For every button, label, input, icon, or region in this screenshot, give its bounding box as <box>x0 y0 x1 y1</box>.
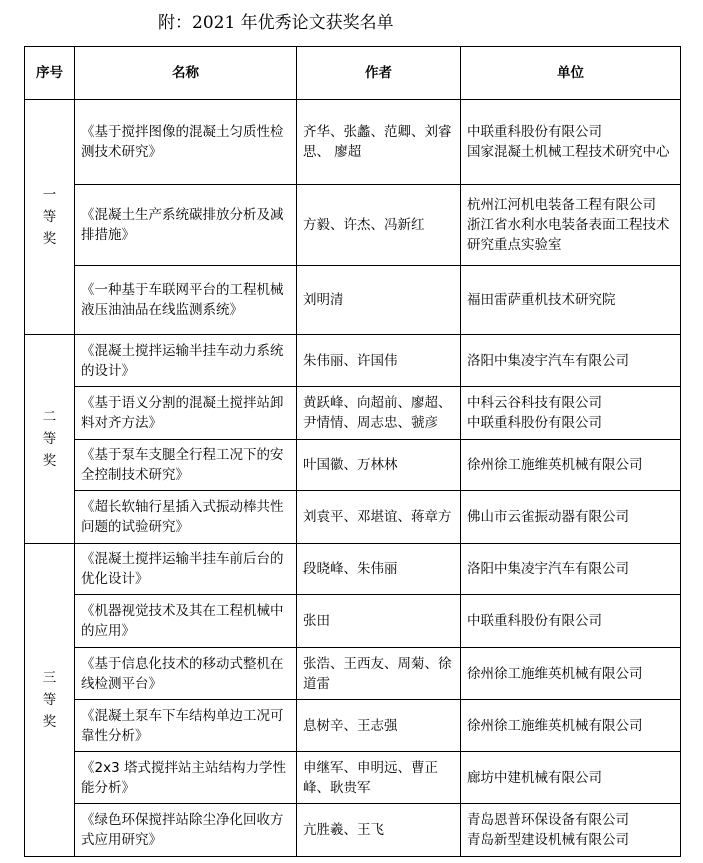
unit-name: 廊坊中建机械有限公司 <box>467 769 602 786</box>
award-table <box>24 46 681 857</box>
paper-name-cell: 《一种基于车联网平台的工程机械液压油油品在线监测系统》 <box>75 266 297 335</box>
table-row <box>25 335 681 387</box>
paper-name-cell: 《混凝土搅拌运输半挂车动力系统的设计》 <box>75 335 297 387</box>
table-row <box>25 185 681 266</box>
header-unit: 单位 <box>461 47 681 100</box>
table-row <box>25 752 681 804</box>
unit-cell <box>461 752 681 804</box>
table-row <box>25 491 681 544</box>
unit-name: 中联重科股份有限公司 <box>467 415 602 431</box>
award-level-label: 三等奖 <box>42 670 57 730</box>
table-row <box>25 544 681 595</box>
unit-cell <box>461 804 681 857</box>
unit-cell <box>461 491 681 544</box>
unit-cell <box>461 335 681 387</box>
unit-name: 洛阳中集凌宇汽车有限公司 <box>467 561 629 577</box>
author-cell: 申继军、申明远、曹正峰、耿贵军 <box>297 752 461 804</box>
table-row <box>25 266 681 335</box>
unit-name: 洛阳中集凌宇汽车有限公司 <box>467 352 629 369</box>
award-level-label: 二等奖 <box>42 409 57 469</box>
header-author: 作者 <box>297 47 461 100</box>
paper-name-cell: 《基于泵车支腿全行程工况下的安全控制技术研究》 <box>75 440 297 491</box>
unit-name: 青岛新型建设机械有限公司 <box>467 832 629 848</box>
unit-name: 徐州徐工施维英机械有限公司 <box>467 457 643 473</box>
unit-cell <box>461 700 681 752</box>
paper-name-cell: 《混凝土泵车下车结构单边工况可靠性分析》 <box>75 700 297 752</box>
unit-name: 福田雷萨重机技术研究院 <box>467 292 616 308</box>
table-row <box>25 700 681 752</box>
author-cell: 张田 <box>297 595 461 648</box>
table-row <box>25 440 681 491</box>
author-cell: 方毅、许杰、冯新红 <box>297 185 461 266</box>
award-level-cell <box>25 335 75 544</box>
unit-cell <box>461 595 681 648</box>
unit-name: 中联重科股份有限公司 <box>467 124 602 140</box>
unit-cell <box>461 387 681 440</box>
table-row <box>25 100 681 185</box>
table-row <box>25 804 681 857</box>
paper-name-cell: 《混凝土搅拌运输半挂车前后台的优化设计》 <box>75 544 297 595</box>
header-no: 序号 <box>25 47 75 100</box>
unit-name: 中联重科股份有限公司 <box>467 613 602 629</box>
author-cell: 刘明清 <box>297 266 461 335</box>
unit-cell <box>461 100 681 185</box>
paper-name-cell: 《混凝土生产系统碳排放分析及减排措施》 <box>75 185 297 266</box>
author-cell: 朱伟丽、许国伟 <box>297 335 461 387</box>
author-cell: 段晓峰、朱伟丽 <box>297 544 461 595</box>
author-cell: 齐华、张蠡、范卿、刘睿思、 廖超 <box>297 100 461 185</box>
table-row <box>25 595 681 648</box>
unit-cell <box>461 648 681 700</box>
unit-name: 青岛恩普环保设备有限公司 <box>467 812 629 828</box>
unit-cell <box>461 440 681 491</box>
table-body <box>25 100 681 857</box>
author-cell: 叶国徽、万林林 <box>297 440 461 491</box>
table-row <box>25 648 681 700</box>
unit-name: 中科云谷科技有限公司 <box>467 395 602 411</box>
author-cell: 息树辛、王志强 <box>297 700 461 752</box>
paper-name-cell: 《绿色环保搅拌站除尘净化回收方式应用研究》 <box>75 804 297 857</box>
award-level-label: 一等奖 <box>42 187 57 247</box>
author-cell: 刘袁平、邓堪谊、蒋章方 <box>297 491 461 544</box>
page-title: 附：2021 年优秀论文获奖名单 <box>158 13 394 33</box>
unit-cell <box>461 544 681 595</box>
table-row <box>25 387 681 440</box>
unit-name: 浙江省水利水电装备表面工程技术研究重点实验室 <box>467 217 670 253</box>
unit-cell <box>461 266 681 335</box>
header-name: 名称 <box>75 47 297 100</box>
author-cell: 亢胜羲、王飞 <box>297 804 461 857</box>
award-level-cell <box>25 100 75 335</box>
unit-name: 国家混凝土机械工程技术研究中心 <box>467 144 670 160</box>
author-cell: 黄跃峰、向超前、廖超、尹情情、周志忠、虢彦 <box>297 387 461 440</box>
author-cell: 张浩、王西友、周菊、徐道雷 <box>297 648 461 700</box>
table-header-row <box>25 47 681 100</box>
unit-name: 徐州徐工施维英机械有限公司 <box>467 665 643 682</box>
paper-name-cell: 《基于信息化技术的移动式整机在线检测平台》 <box>75 648 297 700</box>
unit-name: 徐州徐工施维英机械有限公司 <box>467 717 643 734</box>
paper-name-cell: 《机器视觉技术及其在工程机械中的应用》 <box>75 595 297 648</box>
paper-name-cell: 《基于语义分割的混凝土搅拌站卸料对齐方法》 <box>75 387 297 440</box>
paper-name-cell: 《超长软轴行星插入式振动棒共性问题的试验研究》 <box>75 491 297 544</box>
unit-cell <box>461 185 681 266</box>
paper-name-cell: 《基于搅拌图像的混凝土匀质性检测技术研究》 <box>75 100 297 185</box>
unit-name: 杭州江河机电装备工程有限公司 <box>467 197 656 213</box>
unit-name: 佛山市云雀振动器有限公司 <box>467 509 629 525</box>
paper-name-cell: 《2x3 塔式搅拌站主站结构力学性能分析》 <box>75 752 297 804</box>
award-level-cell <box>25 544 75 857</box>
